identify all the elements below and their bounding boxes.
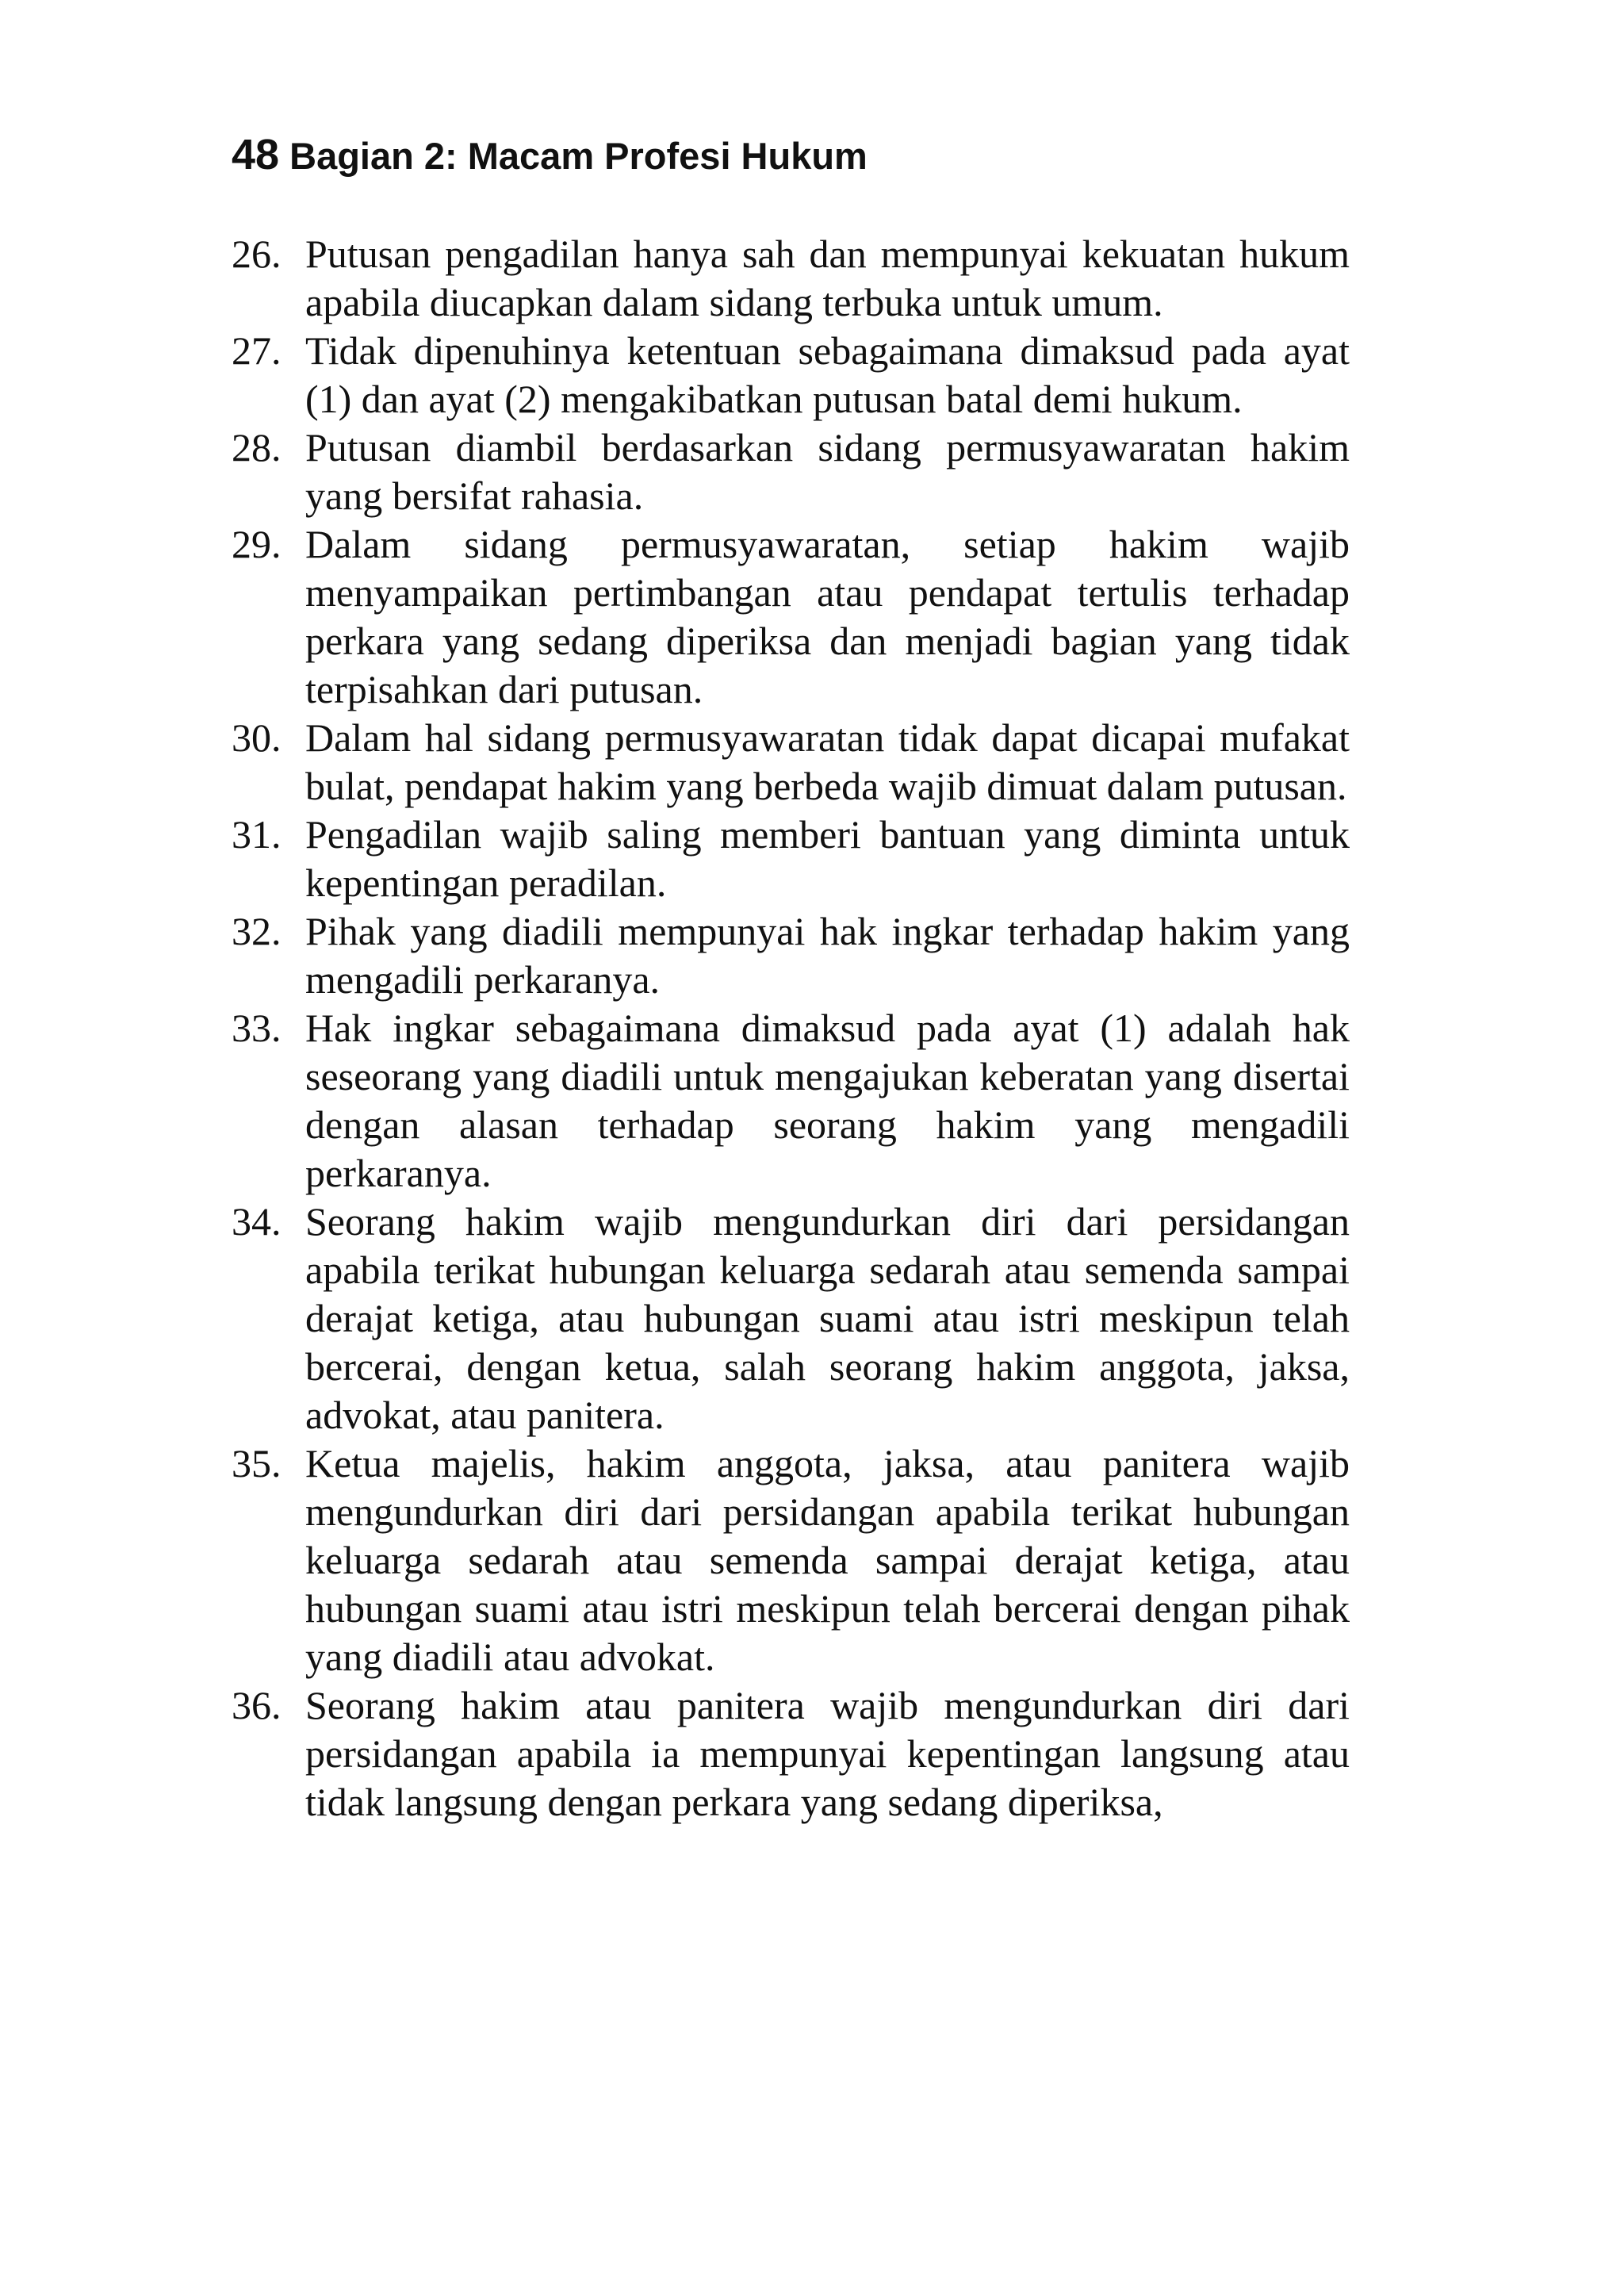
item-number: 34. xyxy=(232,1199,282,1244)
item-number: 35. xyxy=(232,1441,282,1485)
list-item xyxy=(232,230,1350,327)
numbered-list xyxy=(232,230,1350,1826)
item-text: Seorang hakim atau panitera wajib mengundurkan diri dari persidangan apabila ia mempunyai kepentingan langsung atau tidak langsung dengan perkara yang sedang diperiksa, xyxy=(305,1683,1350,1824)
list-item xyxy=(232,1004,1350,1198)
item-text: Dalam sidang permusyawaratan, setiap hakim wajib menyampaikan pertimbangan atau pendapat tertulis terhadap perkara yang sedang diperiksa dan menjadi bagian yang tidak terpisahkan dari putusan. xyxy=(305,522,1350,711)
item-text: Dalam hal sidang permusyawaratan tidak dapat dicapai mufakat bulat, pendapat hakim yang berbeda wajib dimuat dalam putusan. xyxy=(305,715,1350,808)
chapter-title: Bagian 2: Macam Profesi Hukum xyxy=(289,135,868,177)
item-text: Pihak yang diadili mempunyai hak ingkar terhadap hakim yang mengadili perkaranya. xyxy=(305,909,1350,1002)
item-text: Tidak dipenuhinya ketentuan sebagaimana dimaksud pada ayat (1) dan ayat (2) mengakibatkan putusan batal demi hukum. xyxy=(305,328,1350,421)
item-text: Putusan diambil berdasarkan sidang permusyawaratan hakim yang bersifat rahasia. xyxy=(305,425,1350,518)
list-item xyxy=(232,1439,1350,1681)
item-number: 36. xyxy=(232,1683,282,1727)
item-text: Putusan pengadilan hanya sah dan mempunyai kekuatan hukum apabila diucapkan dalam sidang terbuka untuk umum. xyxy=(305,232,1350,324)
list-item xyxy=(232,714,1350,811)
item-number: 33. xyxy=(232,1006,282,1050)
list-item xyxy=(232,907,1350,1004)
item-text: Pengadilan wajib saling memberi bantuan yang diminta untuk kepentingan peradilan. xyxy=(305,812,1350,905)
running-header xyxy=(232,127,868,184)
list-item xyxy=(232,424,1350,520)
item-number: 30. xyxy=(232,715,282,760)
item-number: 27. xyxy=(232,328,282,373)
list-item xyxy=(232,520,1350,714)
list-item xyxy=(232,1198,1350,1439)
item-number: 26. xyxy=(232,232,282,276)
item-number: 31. xyxy=(232,812,282,857)
item-number: 29. xyxy=(232,522,282,566)
item-text: Hak ingkar sebagaimana dimaksud pada ayat (1) adalah hak seseorang yang diadili untuk mengajukan keberatan yang disertai dengan alasan terhadap seorang hakim yang mengadili perkaranya. xyxy=(305,1006,1350,1195)
page-number: 48 xyxy=(232,131,280,178)
list-item xyxy=(232,811,1350,907)
item-number: 32. xyxy=(232,909,282,953)
item-text: Ketua majelis, hakim anggota, jaksa, atau panitera wajib mengundurkan diri dari persidangan apabila terikat hubungan keluarga sedarah atau semenda sampai derajat ketiga, atau hubungan suami atau istri meskipun telah bercerai dengan pihak yang diadili atau advokat. xyxy=(305,1441,1350,1679)
list-item xyxy=(232,327,1350,424)
list-item xyxy=(232,1681,1350,1826)
item-text: Seorang hakim wajib mengundurkan diri dari persidangan apabila terikat hubungan keluarga sedarah atau semenda sampai derajat ketiga, atau hubungan suami atau istri meskipun telah bercerai, dengan ketua, salah seorang hakim anggota, jaksa, advokat, atau panitera. xyxy=(305,1199,1350,1437)
item-number: 28. xyxy=(232,425,282,470)
